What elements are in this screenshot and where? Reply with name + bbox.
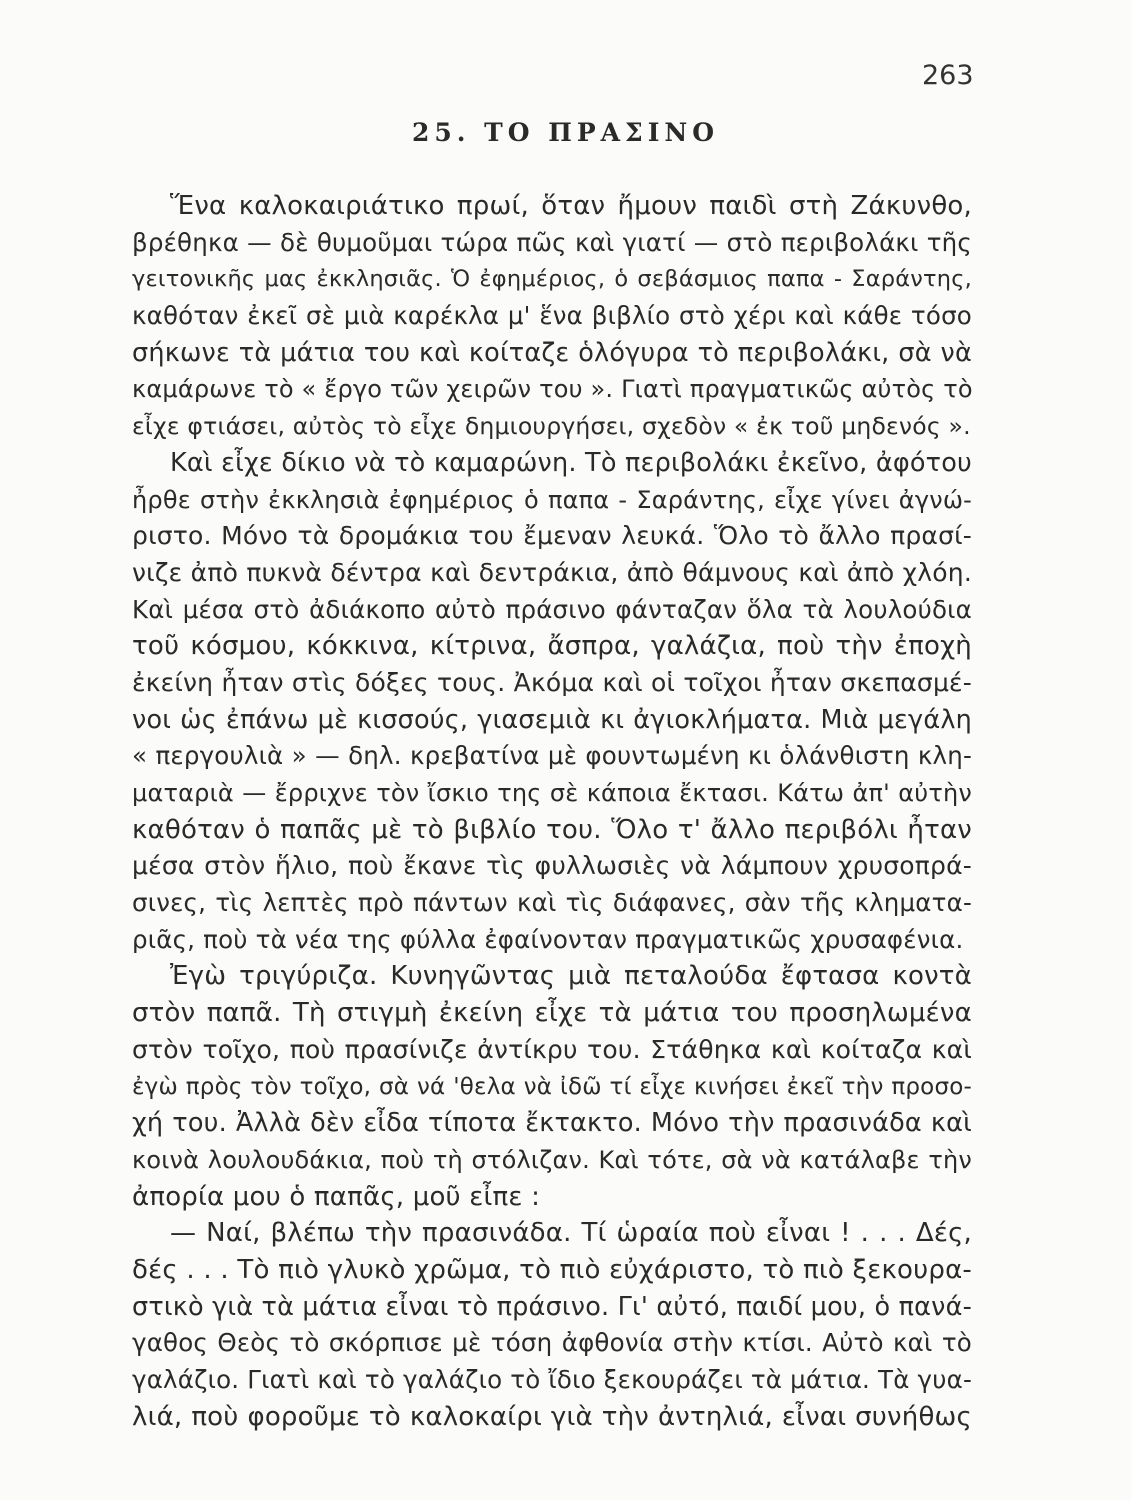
text-line: ἀπορία μου ὁ παπᾶς, μοῦ εἶπε : <box>132 1181 541 1212</box>
text-line: γαθος Θεὸς τὸ σκόρπισε μὲ τόση ἀφθονία στὴν κτίσι. Αὐτὸ καὶ τὸ <box>132 1328 972 1358</box>
text-line: Καὶ μέσα στὸ ἀδιάκοπο αὐτὸ πράσινο φάνταζαν ὅλα τὰ λουλούδια <box>132 594 972 624</box>
page-number: 263 <box>922 60 974 91</box>
text-line: — Ναί, βλέπω τὴν πρασινάδα. Τί ὡραία ποὺ εἶναι ! . . . Δές, <box>170 1218 972 1249</box>
text-line: βρέθηκα — δὲ θυμοῦμαι τώρα πῶς καὶ γιατί — στὸ περιβολάκι τῆς <box>132 227 972 257</box>
text-line: στικὸ γιὰ τὰ μάτια εἶναι τὸ πράσινο. Γι' αὐτό, παιδί μου, ὁ πανά- <box>132 1291 972 1322</box>
text-line: κοινὰ λουλουδάκια, ποὺ τὴ στόλιζαν. Καὶ τότε, σὰ νὰ κατάλαβε τὴν <box>132 1145 972 1174</box>
text-line: νιζε ἀπὸ πυκνὰ δέντρα καὶ δεντράκια, ἀπὸ θάμνους καὶ ἀπὸ χλόη. <box>132 557 972 587</box>
text-line: λιά, ποὺ φοροῦμε τὸ καλοκαίρι γιὰ τὴν ἀντηλιά, εἶναι συνήθως <box>132 1401 972 1432</box>
text-line: στὸν παπᾶ. Τὴ στιγμὴ ἐκείνη εἶχε τὰ μάτια του προσηλωμένα <box>132 998 972 1029</box>
text-line: σήκωνε τὰ μάτια του καὶ κοίταζε ὁλόγυρα τὸ περιβολάκι, σὰ νὰ <box>132 337 972 368</box>
text-line: ματαριὰ — ἔρριχνε τὸν ἴσκιο της σὲ κάποια ἔκτασι. Κάτω ἀπ' αὐτὴν <box>132 779 972 807</box>
text-line: στὸν τοῖχο, ποὺ πρασίνιζε ἀντίκρυ του. Στάθηκα καὶ κοίταζα καὶ <box>132 1034 972 1064</box>
text-line: « περγουλιὰ » — δηλ. κρεβατίνα μὲ φουντωμένη κι ὁλάνθιστη κλη- <box>132 741 972 771</box>
text-line: καμάρωνε τὸ « ἔργο τῶν χειρῶν του ». Γιατὶ πραγματικῶς αὐτὸς τὸ <box>132 375 973 404</box>
text-line: γειτονικῆς μας ἐκκλησιᾶς. Ὁ ἐφημέριος, ὁ σεβάσμιος παπα - Σαράντης, <box>132 266 972 293</box>
text-line: ριστο. Μόνο τὰ δρομάκια του ἔμεναν λευκά. Ὅλο τὸ ἄλλο πρασί- <box>132 521 972 551</box>
text-line: καθόταν ὁ παπᾶς μὲ τὸ βιβλίο του. Ὅλο τ' ἄλλο περιβόλι ἦταν <box>132 814 972 845</box>
text-line: Καὶ εἶχε δίκιο νὰ τὸ καμαρώνη. Τὸ περιβολάκι ἐκεῖνο, ἀφότου <box>170 447 972 478</box>
text-line: νοι ὡς ἐπάνω μὲ κισσούς, γιασεμιὰ κι ἀγιοκλήματα. Μιὰ μεγάλη <box>132 704 972 735</box>
text-line: γαλάζιο. Γιατὶ καὶ τὸ γαλάζιο τὸ ἴδιο ξεκουράζει τὰ μάτια. Τὰ γυα- <box>132 1365 972 1394</box>
text-line: τοῦ κόσμου, κόκκινα, κίτρινα, ἄσπρα, γαλάζια, ποὺ τὴν ἐποχὴ <box>132 631 972 662</box>
text-line: ἐγὼ πρὸς τὸν τοῖχο, σὰ νά 'θελα νὰ ἰδῶ τί εἶχε κινήσει ἐκεῖ τὴν προσο- <box>132 1073 972 1100</box>
text-line: χή του. Ἀλλὰ δὲν εἶδα τίποτα ἔκτακτο. Μόνο τὴν πρασινάδα καὶ <box>132 1108 972 1139</box>
text-line: μέσα στὸν ἥλιο, ποὺ ἔκανε τὶς φυλλωσιὲς νὰ λάμπουν χρυσοπρά- <box>132 851 972 881</box>
text-line: ριᾶς, ποὺ τὰ νέα της φύλλα ἐφαίνονταν πραγματικῶς χρυσαφένια. <box>132 924 964 954</box>
body-text <box>132 188 972 1435</box>
text-line: εἶχε φτιάσει, αὐτὸς τὸ εἶχε δημιουργήσει, σχεδὸν « ἐκ τοῦ μηδενός ». <box>132 412 971 441</box>
text-line: Ἐγὼ τριγύριζα. Κυνηγῶντας μιὰ πεταλούδα ἔφτασα κοντὰ <box>170 961 972 992</box>
text-line: δές . . . Τὸ πιὸ γλυκὸ χρῶμα, τὸ πιὸ εὐχάριστο, τὸ πιὸ ξεκουρα- <box>132 1254 972 1285</box>
text-line: ἐκείνη ἦταν στὶς δόξες τους. Ἀκόμα καὶ οἱ τοῖχοι ἦταν σκεπασμέ- <box>132 667 972 697</box>
text-line: ἦρθε στὴν ἐκκλησιὰ ἐφημέριος ὁ παπα - Σαράντης, εἶχε γίνει ἀγνώ- <box>132 485 972 514</box>
text-line: σινες, τὶς λεπτὲς πρὸ πάντων καὶ τὶς διάφανες, σὰν τῆς κληματα- <box>132 888 972 918</box>
text-line: καθόταν ἐκεῖ σὲ μιὰ καρέκλα μ' ἕνα βιβλίο στὸ χέρι καὶ κάθε τόσο <box>132 301 972 331</box>
chapter-title: 25. ΤΟ ΠΡΑΣΙΝΟ <box>411 118 720 147</box>
text-line: Ἕνα καλοκαιριάτικο πρωί, ὅταν ἤμουν παιδὶ στὴ Ζάκυνθο, <box>170 191 972 221</box>
